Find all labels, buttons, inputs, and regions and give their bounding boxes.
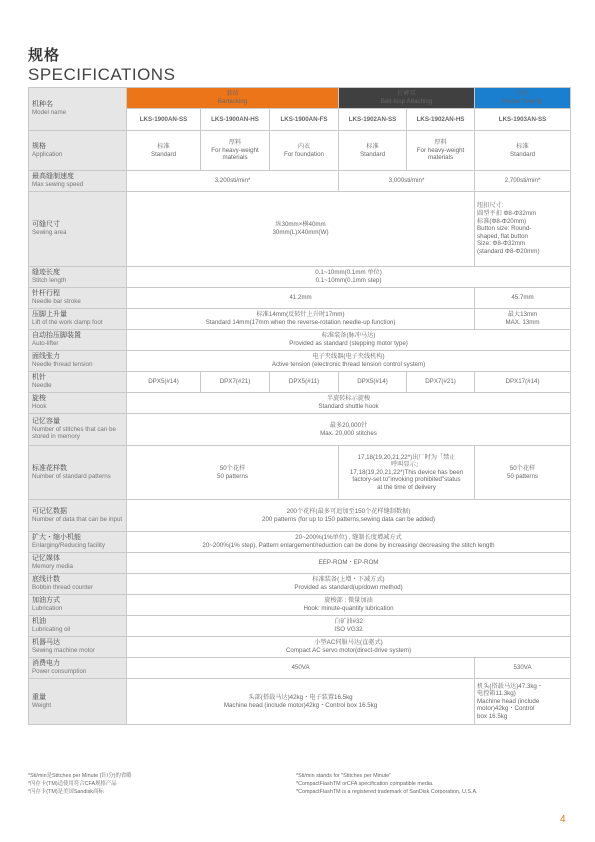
model-name: LKS-1902AN-SS [339,109,407,131]
row-label-lift: 压脚上升量 Lift of the work clamp foot [29,309,127,330]
cell-patterns: 50个花样 50 patterns [127,446,339,500]
cell-lubrication: 旋梭部 : 微量加油 Hook: minute-quantity lubrication [127,595,571,616]
cell-power: 530VA [475,658,571,679]
cell-tension: 电子夹线器(电子夹线机构) Active tension (electronic thread tension control system) [127,351,571,372]
row-label-oil: 机油 Lubricating oil [29,616,127,637]
cell-data-input: 200个花样(最多可追加至150个花样缝制数据) 200 patterns (for up to 150 patterns,sewing data can be added) [127,500,571,532]
cell-bar-stroke: 41.2mm [127,288,475,309]
group-header-belt-loop: 钉裤耳 Belt-loop Attaching [339,88,475,109]
cell-needle: DPX5(#14) [127,372,201,393]
cell-sewing-area-button: 纽扣尺寸: 圆型平扣 Φ8-Φ32mm 标准(Φ8-Φ20mm) Button size: Round- shaped, flat button Size: Φ8-Φ32mm (standard Φ8-Φ20mm) [475,192,571,267]
cell-needle: DPX5(#14) [339,372,407,393]
cell-needle: DPX17(#14) [475,372,571,393]
cell-bobbin: 标准装备(上增・下减方式) Provided as standard(up/down method) [127,574,571,595]
cell-lift: 标准14mm(反转针上升时17mm) Standard 14mm(17mm when the reverse-rotation needle-up function) [127,309,475,330]
row-label-application: 规格 Application [29,131,127,171]
cell-needle: DPX7(#21) [201,372,270,393]
cell-application: 内衣 For foundation [270,131,339,171]
row-label-enlarge: 扩大・缩小机能 Enlarging/Reducing facility [29,532,127,553]
cell-oil: 白矿油#32 ISO VG32 [127,616,571,637]
cell-application: 标准 Standard [127,131,201,171]
cell-patterns: 50个花样 50 patterns [475,446,571,500]
group-header-button-sewing: 钉扣 Button Sewing [475,88,571,109]
cell-power: 450VA [127,658,475,679]
footnotes-en: *Sti/min stands for "Stitches per Minute" *CompactFlashTM orCFA specification compatible media. *CompactFlashTM is a registered trademark of SanDisk Corporation, U.S.A. [296,773,478,795]
cell-weight-button: 机头(搭载马达)47.3kg・ 电控箱11.3kg) Machine head (include motor)42kg・Control box 16.5kg [475,679,571,725]
row-label-power: 消费电力 Power consumption [29,658,127,679]
cell-application: 标准 Standard [475,131,571,171]
group-header-bartacking: 套结 Bartacking [127,88,339,109]
row-label-speed: 最高缝制速度 Max sewing speed [29,171,127,192]
cell-hook: 半旋转标示旋梭 Standard shuttle hook [127,393,571,414]
row-label-bar-stroke: 针杆行程 Needle bar stroke [29,288,127,309]
cell-application: 标准 Standard [339,131,407,171]
model-name: LKS-1902AN-HS [407,109,475,131]
footnotes-cn: *Sti/min是Stitches per Minute (针/分)的省略 *闪存卡(TM)适使用符合CFA规格产品 *闪存卡(TM)是美国Sandisk商标 [28,773,132,795]
page-title-en: SPECIFICATIONS [28,65,176,84]
cell-lift: 最大13mm MAX. 13mm [475,309,571,330]
row-label-hook: 旋梭 Hook [29,393,127,414]
row-label-media: 记忆媒体 Memory media [29,553,127,574]
cell-speed: 2,700sti/min* [475,171,571,192]
row-label-needle: 机针 Needle [29,372,127,393]
model-name: LKS-1900AN-SS [127,109,201,131]
cell-application: 厚料 For heavy-weight materials [201,131,270,171]
row-label-weight: 重量 Weight [29,679,127,725]
cell-enlarge: 20~200%(1%单位) , 缝制长度增减方式 20~200%(1% step), Pattern enlargement/reduction can be done by increasing/ decreasing the stitch length [127,532,571,553]
row-label-memory-stitches: 记忆容量 Number of stitches that can be stored in memory [29,414,127,446]
row-label-bobbin: 底线计数 Bobbin thread counter [29,574,127,595]
cell-speed: 3,000sti/min* [339,171,475,192]
cell-motor: 小型AC伺服马达(直驱式) Compact AC servo motor(direct-drive system) [127,637,571,658]
row-label-sewing-area: 可缝尺寸 Sewing area [29,192,127,267]
row-label-motor: 机器马达 Sewing machine motor [29,637,127,658]
cell-media: EEP-ROM・EP-ROM [127,553,571,574]
cell-sewing-area: 纵30mm×横40mm 30mm(L)X40mm(W) [127,192,475,267]
row-label-lubrication: 加油方式 Lubrication [29,595,127,616]
row-label-auto-lifter: 自动抬压脚装置 Auto-lifter [29,330,127,351]
page-number: 4 [560,814,566,825]
model-name: LKS-1900AN-HS [201,109,270,131]
cell-bar-stroke: 45.7mm [475,288,571,309]
cell-application: 厚料 For heavy-weight materials [407,131,475,171]
page-title-cn: 规格 [28,47,61,64]
row-label-stitch-length: 缝迹长度 Stitch length [29,267,127,288]
cell-needle: DPX5(#11) [270,372,339,393]
cell-stitch-length: 0.1~10mm(0.1mm 单位) 0.1~10mm(0.1mm step) [127,267,571,288]
model-name: LKS-1903AN-SS [475,109,571,131]
model-name-label: 机种名 Model name [29,88,127,131]
cell-needle: DPX7(#21) [407,372,475,393]
cell-weight: 头部(搭载马达)42kg・电子装置16.5kg Machine head (include motor)42kg・Control box 16.5kg [127,679,475,725]
model-name: LKS-1900AN-FS [270,109,339,131]
cell-patterns-belt-loop: 17,18(19,20,21,22*)出厂时为「禁止 呼叫显示」 17,18(19,20,21,22*)This device has been factory-set to"invoking prohibited"status at the time of delivery [339,446,475,500]
cell-memory-stitches: 最多20,000针 Max. 20,000 stitches [127,414,571,446]
row-label-patterns: 标准花样数 Number of standard patterns [29,446,127,500]
row-label-tension: 面线张力 Needle thread tension [29,351,127,372]
spec-table [28,87,571,725]
cell-speed: 3,200sti/min* [127,171,339,192]
cell-auto-lifter: 标准装备(脉冲马达) Provided as standard (stepping motor type) [127,330,571,351]
row-label-data-input: 可记忆数据 Number of data that can be input [29,500,127,532]
